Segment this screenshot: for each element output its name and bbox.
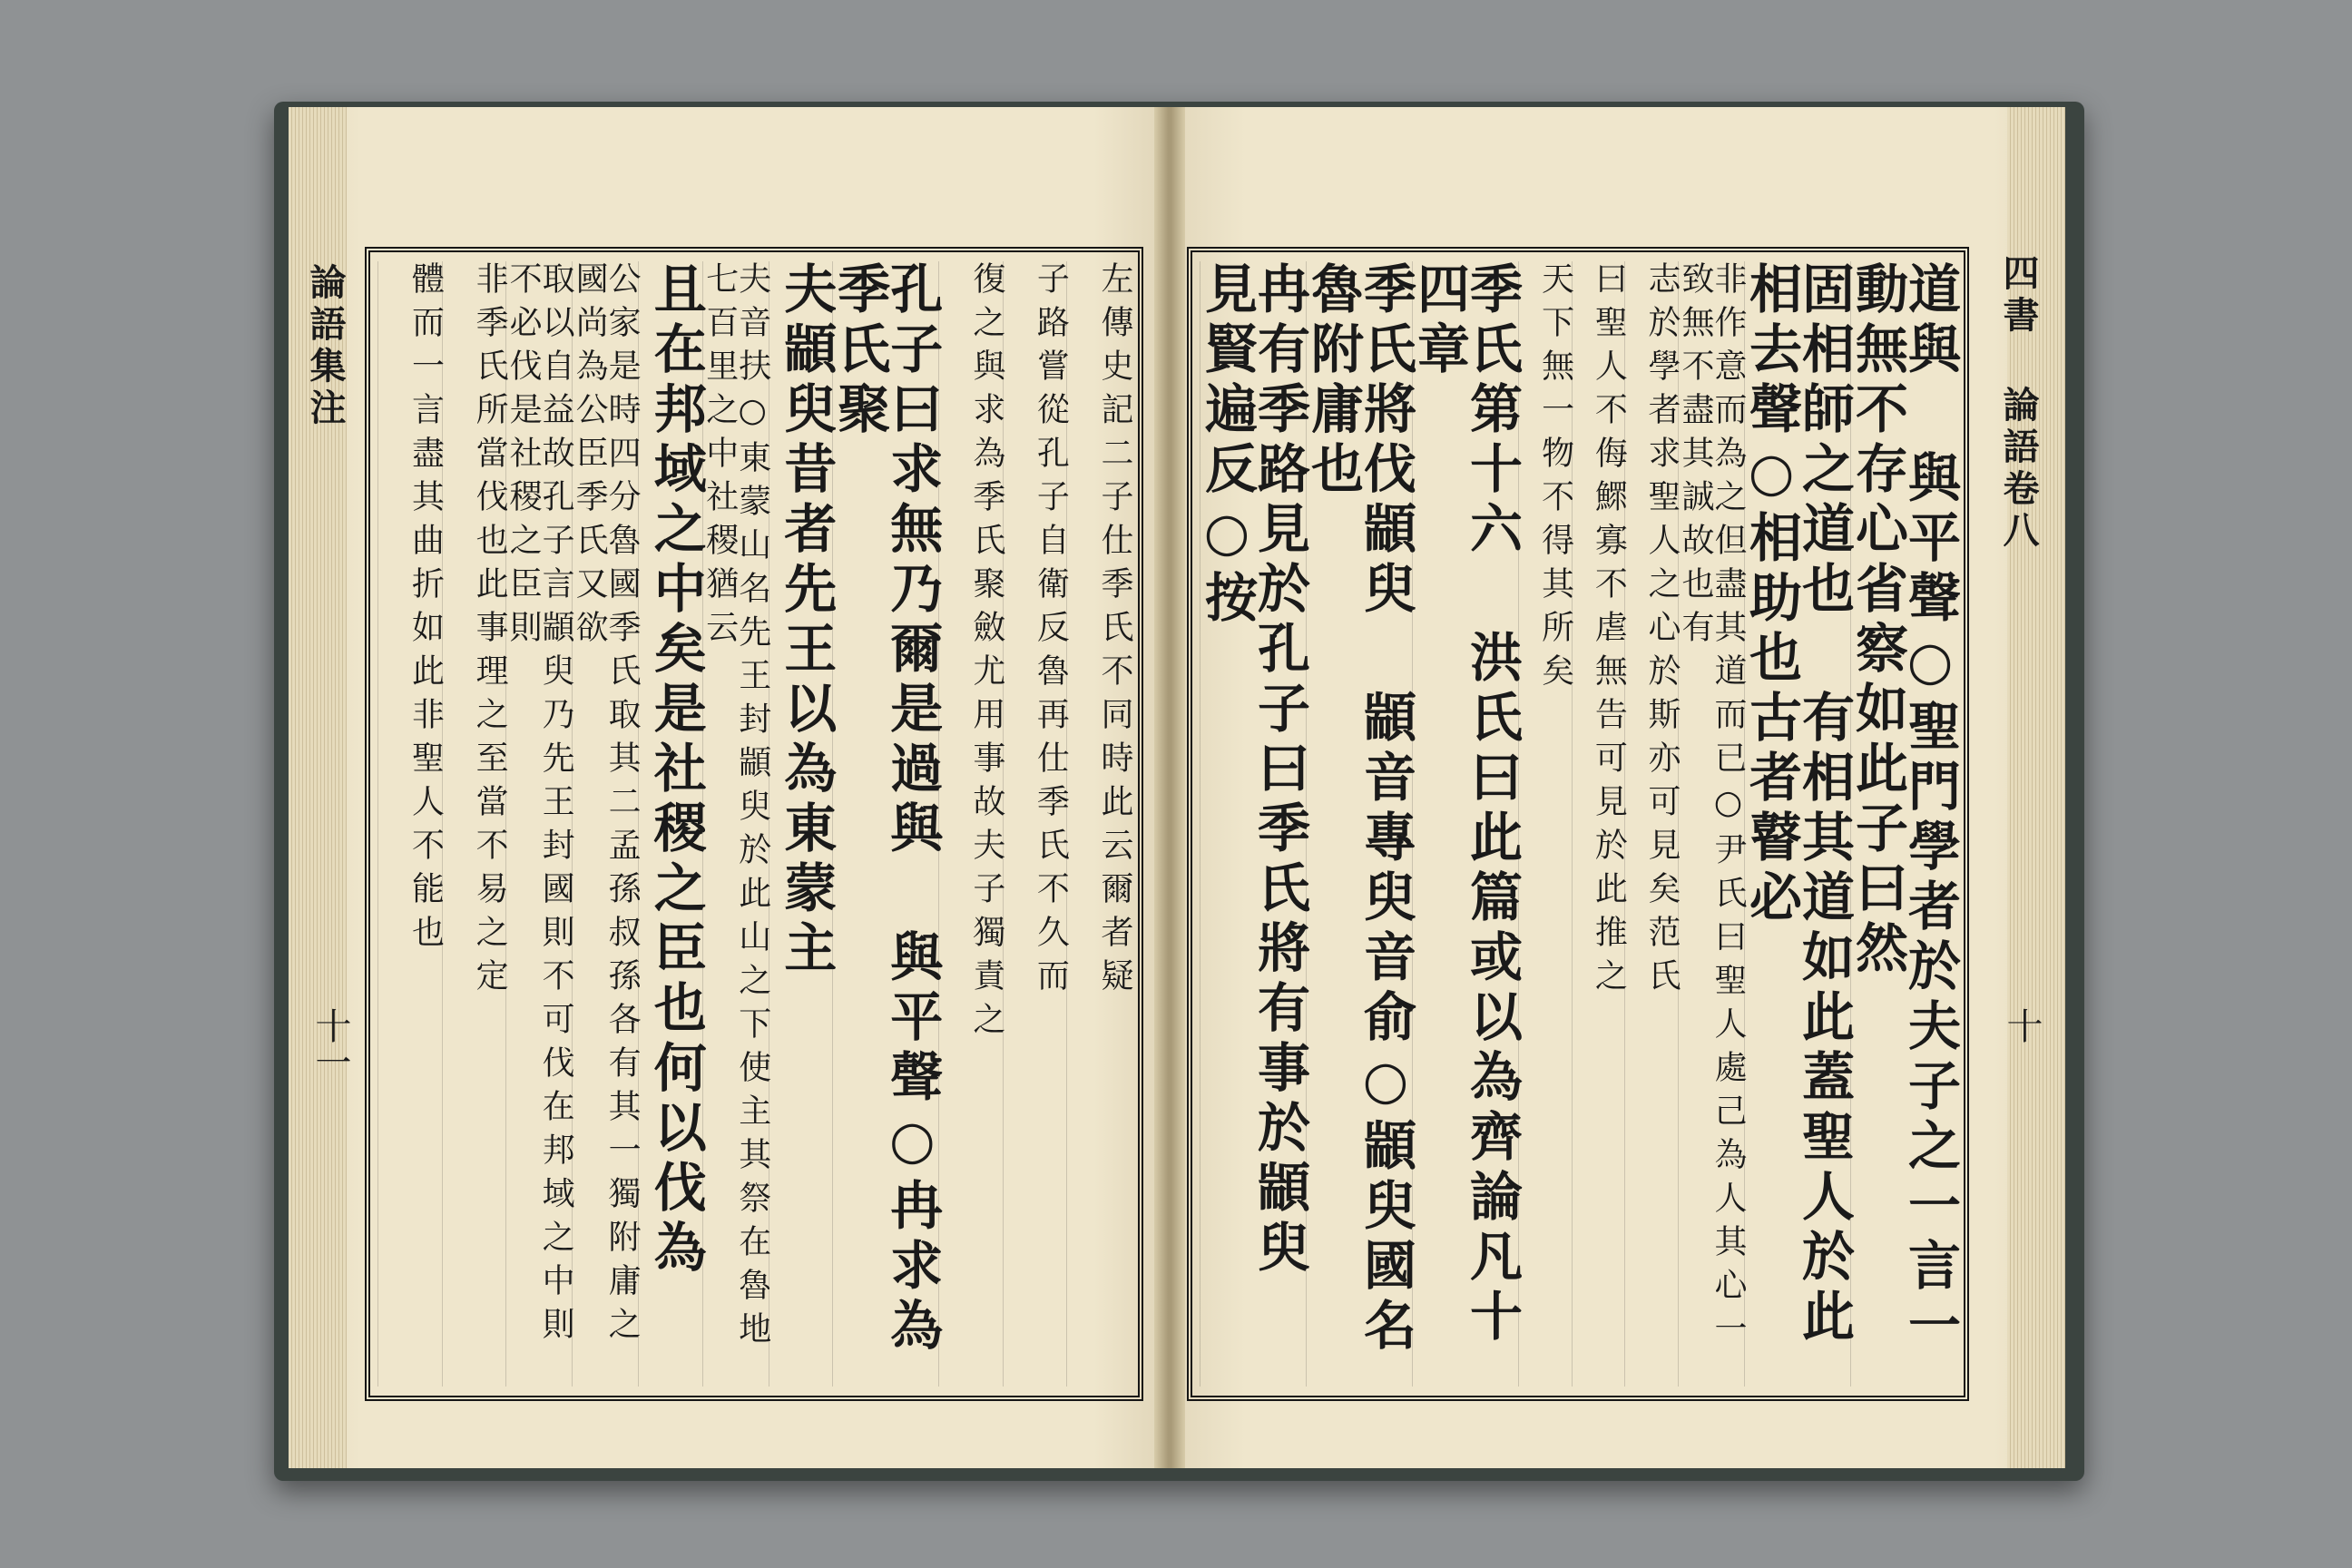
text-column: 子路嘗從孔子自衛反魯再仕季氏不久而 <box>1003 261 1067 1387</box>
text-column: 且在邦域之中矣是社稷之臣也何以伐為 <box>638 261 702 1387</box>
right-text-frame <box>1187 247 1969 1401</box>
text-column: 夫音扶○東蒙山名先王封顓臾於此山之下使主其祭在魯地七百里之中社稷猶云 <box>702 261 769 1387</box>
text-column: 天下無一物不得其所矣 <box>1518 261 1572 1387</box>
left-margin-title: 論語集注 <box>304 263 347 430</box>
text-column: 公家是時四分魯國季氏取其二孟孫叔孫各有其一獨附庸之國尚為公臣季氏又欲 <box>572 261 638 1387</box>
text-column: 非季氏所當伐也此事理之至當不易之定 <box>442 261 506 1387</box>
right-margin-title: 四書 論語卷八 <box>1997 254 2040 553</box>
text-column: 復之與求為季氏聚斂尤用事故夫子獨責之 <box>938 261 1003 1387</box>
text-column: 道與 與平聲○聖門學者於夫子之一言一動無不存心省察如此子曰然 <box>1850 261 1956 1387</box>
text-column: 冉有季路見於孔子曰季氏將有事於顓臾 見賢遍反○按 <box>1200 261 1306 1387</box>
text-column: 孔子曰求無乃爾是過與 與平聲○冉求為季氏聚 <box>832 261 938 1387</box>
text-column: 季氏第十六 洪氏曰此篇或以為齊論凡十四章 <box>1412 261 1518 1387</box>
text-column: 固相師之道也 有相其道如此蓋聖人於此相去聲○相助也古者瞽必 <box>1744 261 1850 1387</box>
text-column: 非作意而為之但盡其道而已○尹氏曰聖人處己為人其心一致無不盡其誠故也有 <box>1678 261 1744 1387</box>
left-folio: 十一 <box>309 1007 351 1080</box>
right-folio: 十 <box>2001 1007 2043 1044</box>
left-text-frame <box>365 247 1143 1401</box>
book-gutter <box>1154 107 1185 1468</box>
text-column: 左傳史記二子仕季氏不同時此云爾者疑 <box>1066 261 1131 1387</box>
text-column: 志於學者求聖人之心於斯亦可見矣范氏 <box>1624 261 1678 1387</box>
text-column: 曰聖人不侮鰥寡不虐無告可見於此推之 <box>1572 261 1625 1387</box>
text-column: 體而一言盡其曲折如此非聖人不能也 <box>377 261 442 1387</box>
text-column: 夫顓臾昔者先王以為東蒙主 <box>769 261 833 1387</box>
text-column: 季氏將伐顓臾 顓音專臾音俞○顓臾國名魯附庸也 <box>1306 261 1412 1387</box>
text-column: 取以自益故孔子言顓臾乃先王封國則不可伐在邦域之中則不必伐是社稷之臣則 <box>505 261 572 1387</box>
